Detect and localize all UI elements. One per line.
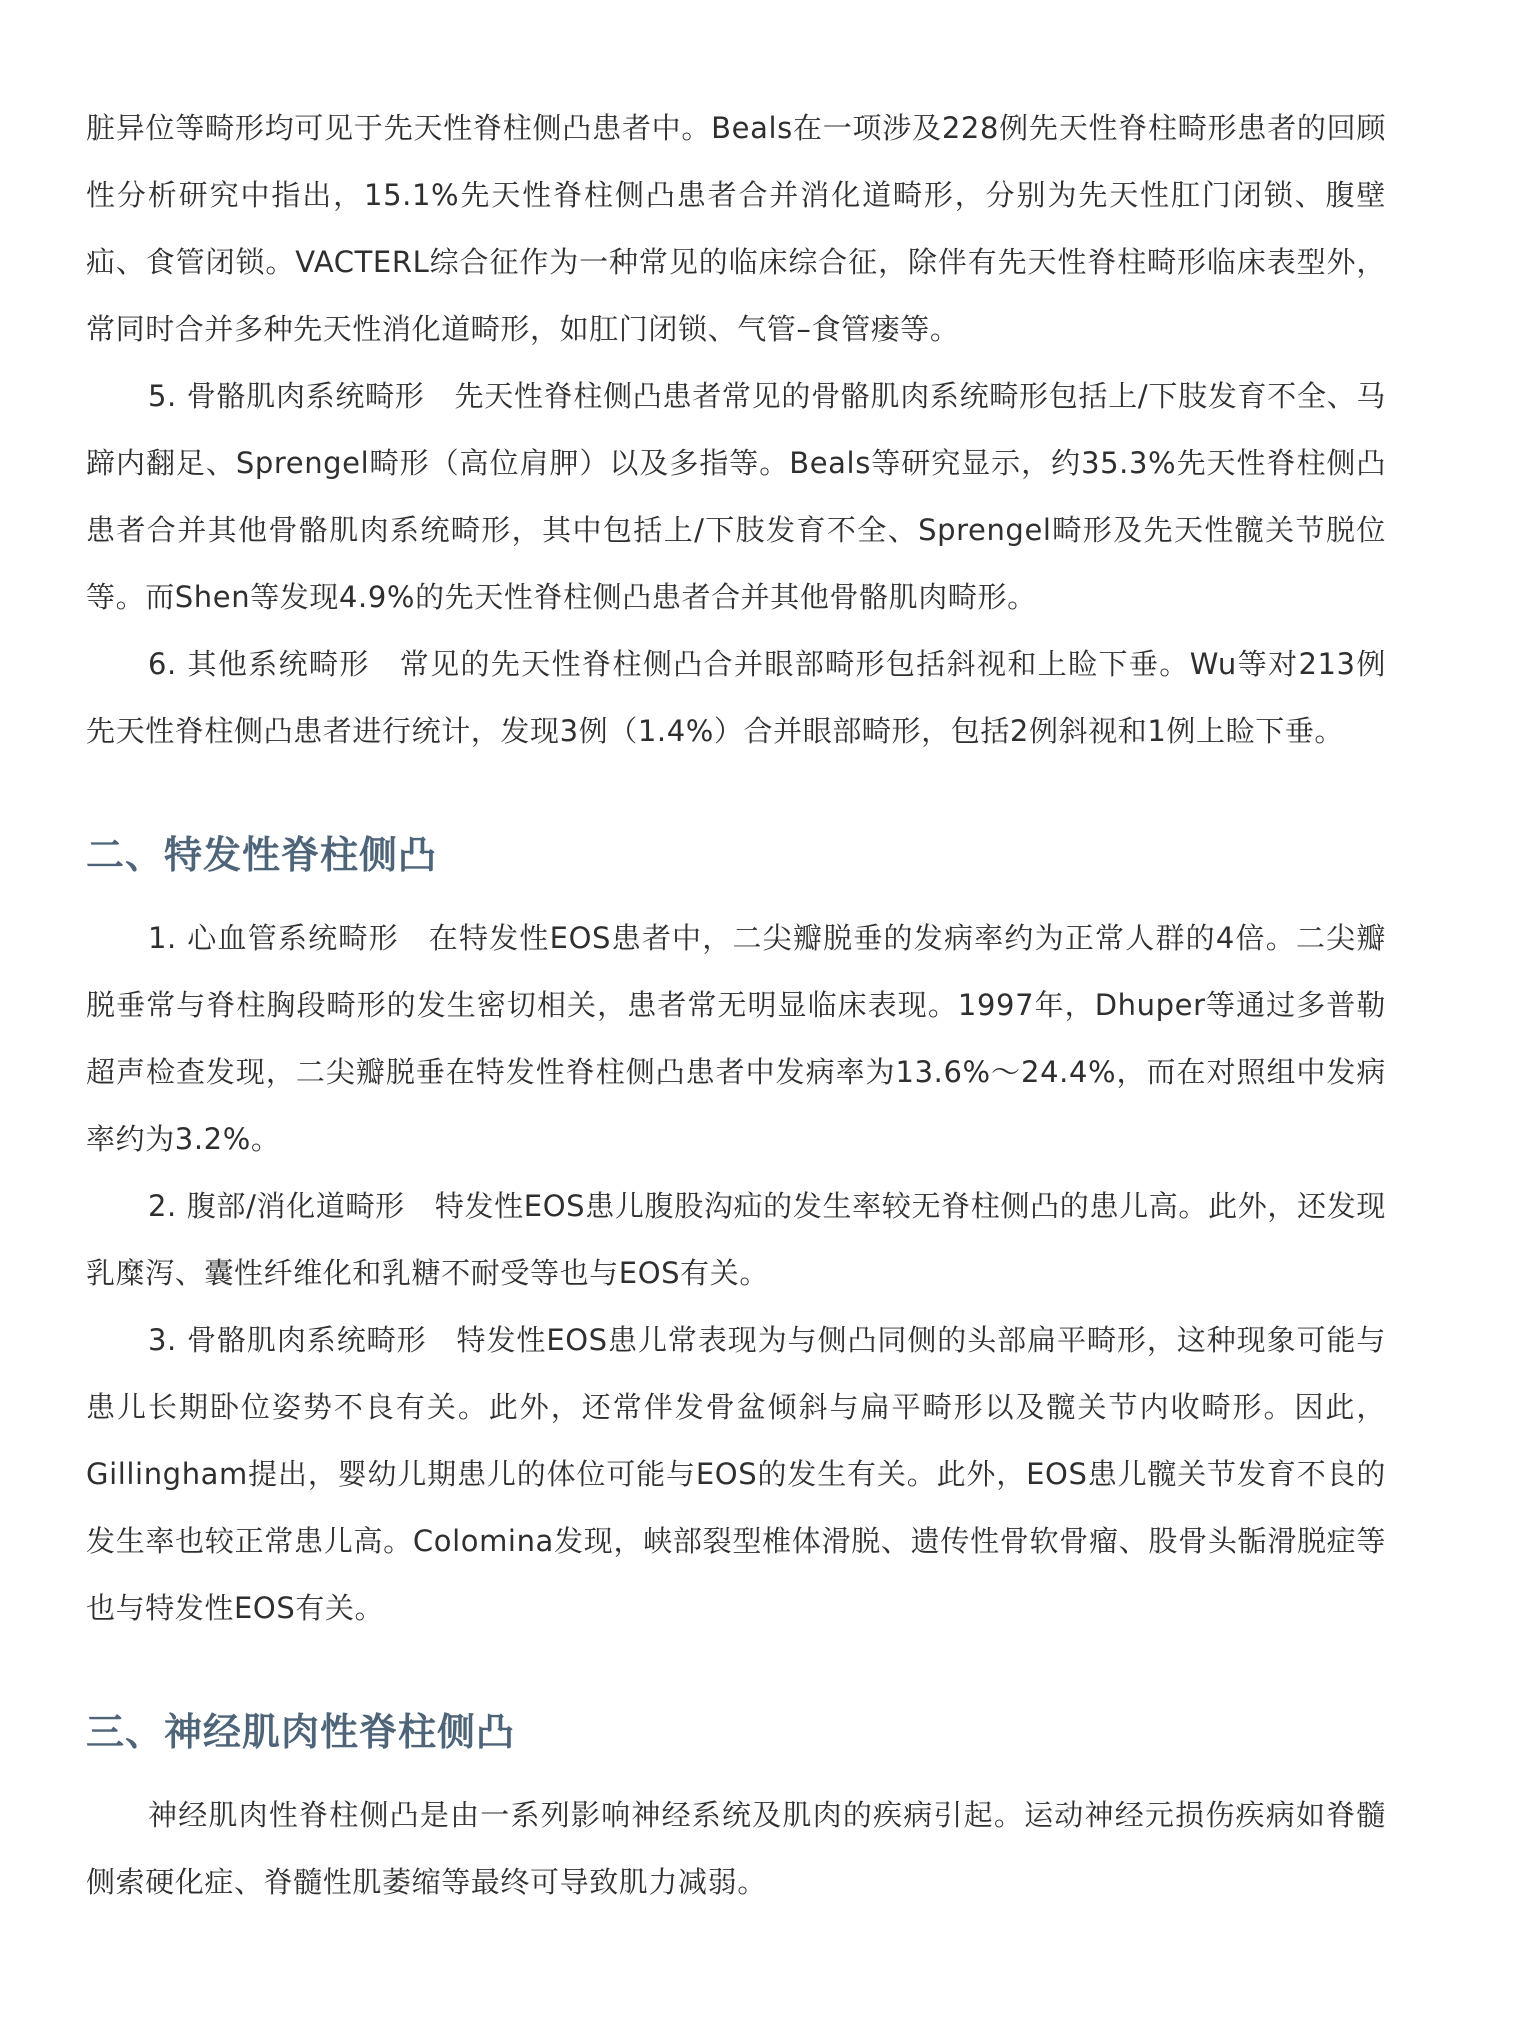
item-body: 常见的先天性脊柱侧凸合并眼部畸形包括斜视和上睑下垂。Wu等对213例先天性脊柱侧凸患者进行统计，发现3例（1.4%）合并眼部畸形，包括2例斜视和1例上睑下垂。: [86, 647, 1386, 748]
paragraph-neuromuscular: 神经肌肉性脊柱侧凸是由一系列影响神经系统及肌肉的疾病引起。运动神经元损伤疾病如脊髓侧索硬化症、脊髓性肌萎缩等最终可导致肌力减弱。: [86, 1798, 1386, 1899]
item-heading: 1. 心血管系统畸形: [148, 921, 399, 955]
paragraph-digestive-idiopathic: [86, 1173, 1386, 1307]
paragraph-other-systems: [86, 631, 1386, 765]
spacer: [86, 1642, 1386, 1702]
paragraph-cardiovascular: [86, 905, 1386, 1173]
spacer: [86, 1762, 1386, 1782]
item-body: 在特发性EOS患者中，二尖瓣脱垂的发病率约为正常人群的4倍。二尖瓣脱垂常与脊柱胸段畸形的发生密切相关，患者常无明显临床表现。1997年，Dhuper等通过多普勒超声检查发现，二尖瓣脱垂在特发性脊柱侧凸患者中发病率为13.6%～24.4%，而在对照组中发病率约为3.2%。: [86, 921, 1386, 1156]
item-body: 特发性EOS患儿腹股沟疝的发生率较无脊柱侧凸的患儿高。此外，还发现乳糜泻、囊性纤维化和乳糖不耐受等也与EOS有关。: [86, 1189, 1386, 1290]
section-heading-neuromuscular: 三、神经肌肉性脊柱侧凸: [86, 1709, 516, 1754]
paragraph-musculoskeletal-idiopathic: [86, 1307, 1386, 1642]
item-heading: 3. 骨骼肌肉系统畸形: [148, 1323, 427, 1357]
paragraph-digestive-continued: 脏异位等畸形均可见于先天性脊柱侧凸患者中。Beals在一项涉及228例先天性脊柱畸形患者的回顾性分析研究中指出，15.1%先天性脊柱侧凸患者合并消化道畸形，分别为先天性肛门闭锁、腹壁疝、食管闭锁。VACTERL综合征作为一种常见的临床综合征，除伴有先天性脊柱畸形临床表型外，常同时合并多种先天性消化道畸形，如肛门闭锁、气管–食管瘘等。: [86, 111, 1386, 346]
document-page: [86, 95, 1386, 1916]
paragraph-musculoskeletal-congenital: [86, 363, 1386, 631]
spacer: [86, 885, 1386, 905]
item-heading: 5. 骨骼肌肉系统畸形: [148, 379, 425, 413]
item-heading: 2. 腹部/消化道畸形: [148, 1189, 405, 1223]
section-heading-idiopathic: 二、特发性脊柱侧凸: [86, 832, 438, 877]
item-body: 先天性脊柱侧凸患者常见的骨骼肌肉系统畸形包括上/下肢发育不全、马蹄内翻足、Sprengel畸形（高位肩胛）以及多指等。Beals等研究显示，约35.3%先天性脊柱侧凸患者合并其他骨骼肌肉系统畸形，其中包括上/下肢发育不全、Sprengel畸形及先天性髋关节脱位等。而Shen等发现4.9%的先天性脊柱侧凸患者合并其他骨骼肌肉畸形。: [86, 379, 1386, 614]
item-heading: 6. 其他系统畸形: [148, 647, 370, 681]
item-body: 特发性EOS患儿常表现为与侧凸同侧的头部扁平畸形，这种现象可能与患儿长期卧位姿势不良有关。此外，还常伴发骨盆倾斜与扁平畸形以及髋关节内收畸形。因此，Gillingham提出，婴幼儿期患儿的体位可能与EOS的发生有关。此外，EOS患儿髋关节发育不良的发生率也较正常患儿高。Colomina发现，峡部裂型椎体滑脱、遗传性骨软骨瘤、股骨头骺滑脱症等也与特发性EOS有关。: [86, 1323, 1386, 1625]
spacer: [86, 765, 1386, 825]
